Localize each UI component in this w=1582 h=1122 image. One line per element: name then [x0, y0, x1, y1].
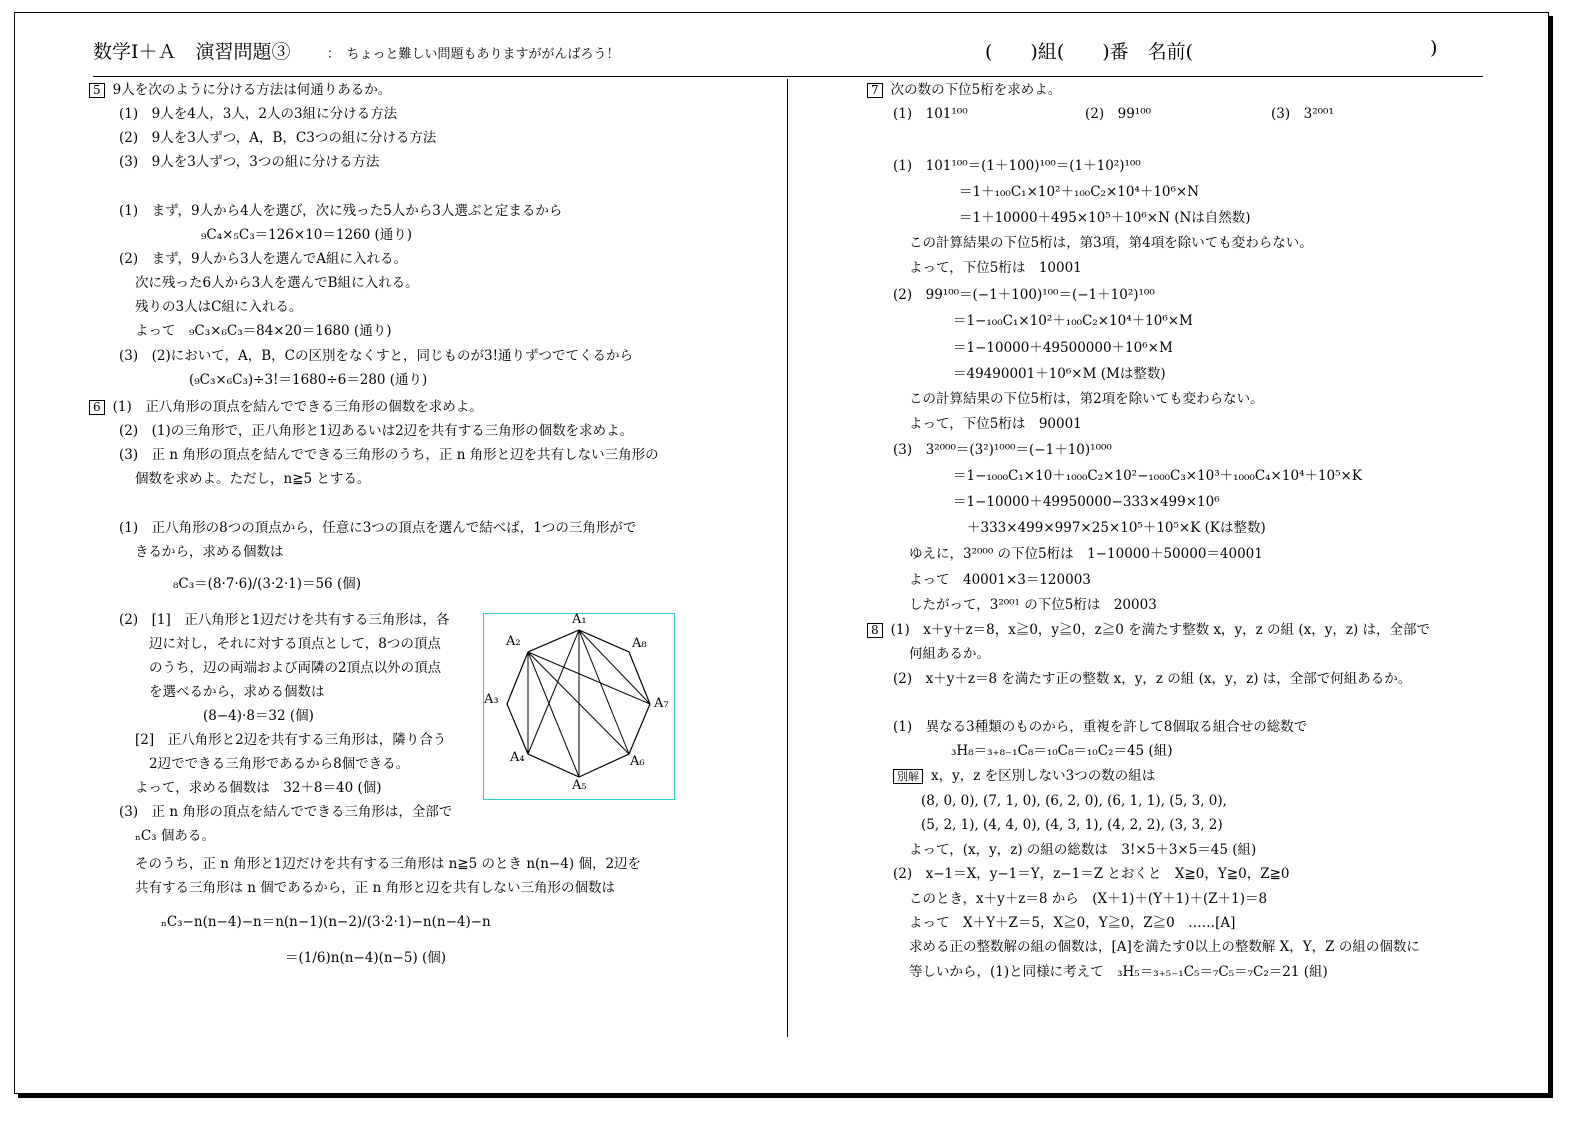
- answer-line: 次に残った6人から3人を選んでB組に入れる。: [135, 275, 419, 291]
- answer-formula: よって ₉C₃×₆C₃＝84×20＝1680 (通り): [135, 323, 392, 339]
- problem-6-q2: (2) (1)の三角形で，正八角形と1辺あるいは2辺を共有する三角形の個数を求めよ。: [119, 423, 634, 439]
- worksheet-page: [14, 12, 1549, 1094]
- answer-line: (2) [1] 正八角形と1辺だけを共有する三角形は，各: [119, 612, 450, 628]
- answer-line: (3) 正 n 角形の頂点を結んでできる三角形は，全部で: [119, 804, 453, 820]
- answer-formula: (1) 101¹⁰⁰＝(1＋100)¹⁰⁰＝(1＋10²)¹⁰⁰: [893, 158, 1141, 174]
- answer-line: よって 40001×3＝120003: [909, 572, 1091, 588]
- problem-7-q3: (3) 3²⁰⁰¹: [1271, 106, 1334, 122]
- answer-line: そのうち，正 n 角形と1辺だけを共有する三角形は n≧5 のとき n(n−4) 個，2辺を: [135, 856, 642, 872]
- answer-line: (2) まず，9人から3人を選んでA組に入れる。: [119, 251, 407, 267]
- problem-8-q1: [867, 621, 1430, 639]
- alt-solution-text: x，y，z を区別しない3つの数の組は: [931, 768, 1156, 784]
- vertex-label-a7: A₇: [654, 696, 669, 711]
- header-divider: [93, 76, 1483, 77]
- answer-formula: ＝1＋₁₀₀C₁×10²＋₁₀₀C₂×10⁴＋10⁶×N: [959, 184, 1200, 200]
- answer-line: 2辺でできる三角形であるから8個できる。: [149, 756, 410, 772]
- answer-line: よって X＋Y＋Z＝5，X≧0，Y≧0，Z≧0 ……[A]: [909, 915, 1236, 931]
- alt-solution-label: 別解: [893, 769, 923, 784]
- answer-line: 求める正の整数解の組の個数は，[A]を満たす0以上の整数解 X，Y，Z の組の個数に: [909, 939, 1420, 955]
- octagon-figure: [483, 613, 675, 800]
- problem-6-q3: (3) 正 n 角形の頂点を結んでできる三角形のうち，正 n 角形と辺を共有しない三角形の: [119, 447, 659, 463]
- problem-6-q3-cont: 個数を求めよ。ただし，n≧5 とする。: [135, 471, 371, 487]
- answer-formula: ＝(1/6)n(n−4)(n−5) (個): [285, 950, 447, 966]
- answer-formula: ＝1−₁₀₀₀C₁×10＋₁₀₀₀C₂×10²−₁₀₀₀C₃×10³＋₁₀₀₀C₄×10⁴＋10⁵×K: [953, 468, 1362, 484]
- answer-line: よって，下位5桁は 10001: [909, 260, 1082, 276]
- answer-line: よって，下位5桁は 90001: [909, 416, 1082, 432]
- column-divider: [787, 79, 788, 1037]
- problem-5-q2: (2) 9人を3人ずつ，A，B，C3つの組に分ける方法: [119, 130, 437, 146]
- answer-line: よって，(x，y，z) の組の総数は 3!×5＋3×5＝45 (組): [909, 842, 1257, 858]
- answer-line: を選べるから，求める個数は: [149, 684, 325, 700]
- answer-line: ₙC₃ 個ある。: [135, 828, 215, 844]
- worksheet-subtitle: ： ちょっと難しい問題もありますががんばろう！: [327, 47, 620, 62]
- answer-formula: (8−4)·8＝32 (個): [203, 708, 314, 724]
- problem-number-box: 5: [89, 83, 105, 98]
- vertex-label-a6: A₆: [630, 754, 645, 769]
- problem-7-q1: (1) 101¹⁰⁰: [893, 106, 968, 122]
- answer-line: (1) まず，9人から4人を選び，次に残った5人から3人選ぶと定まるから: [119, 203, 563, 219]
- answer-line: 等しいから，(1)と同様に考えて ₃H₅＝₃₊₅₋₁C₅＝₇C₅＝₇C₂＝21 (組): [909, 964, 1328, 980]
- vertex-label-a8: A₈: [632, 636, 647, 651]
- answer-line: 残りの3人はC組に入れる。: [135, 299, 303, 315]
- answer-line: ゆえに，3²⁰⁰⁰ の下位5桁は 1−10000＋50000＝40001: [909, 546, 1263, 562]
- problem-number-box: 7: [867, 83, 883, 98]
- answer-formula: ＝1＋10000＋495×10⁵＋10⁶×N (Nは自然数): [959, 210, 1251, 226]
- answer-line: きるから，求める個数は: [135, 544, 284, 560]
- worksheet-title: 数学Ⅰ＋Ａ 演習問題③: [93, 41, 291, 63]
- problem-8-q1-cont: 何組あるか。: [909, 646, 990, 662]
- answer-formula: (2) 99¹⁰⁰＝(−1＋100)¹⁰⁰＝(−1＋10²)¹⁰⁰: [893, 287, 1155, 303]
- class-number-name-field: ( )組( )番 名前(: [985, 41, 1194, 63]
- problem-number-box: 8: [867, 623, 883, 638]
- answer-line: [2] 正八角形と2辺を共有する三角形は，隣り合う: [135, 732, 447, 748]
- answer-formula: ＋333×499×997×25×10⁵＋10⁵×K (Kは整数): [967, 520, 1266, 536]
- problem-5-q1: (1) 9人を4人，3人，2人の3組に分ける方法: [119, 106, 398, 122]
- problem-8-q2: (2) x＋y＋z＝8 を満たす正の整数 x，y，z の組 (x，y，z) は，全部で何組あるか。: [893, 671, 1412, 687]
- vertex-label-a4: A₄: [510, 750, 525, 765]
- answer-line: このとき，x＋y＋z＝8 から (X＋1)＋(Y＋1)＋(Z＋1)＝8: [909, 891, 1268, 907]
- problem-number-box: 6: [89, 400, 105, 415]
- answer-line: (5, 2, 1), (4, 4, 0), (4, 3, 1), (4, 2, 2), (3, 3, 2): [921, 817, 1223, 833]
- answer-formula: ＝1−₁₀₀C₁×10²＋₁₀₀C₂×10⁴＋10⁶×M: [953, 313, 1193, 329]
- problem-7-statement: [867, 81, 1061, 99]
- problem-text: 次の数の下位5桁を求めよ。: [890, 82, 1062, 98]
- answer-formula: ＝1−10000＋49950000−333×499×10⁶: [953, 494, 1220, 510]
- answer-line: (1) 異なる3種類のものから，重複を許して8個取る組合せの総数で: [893, 719, 1308, 735]
- vertex-label-a1: A₁: [572, 612, 587, 627]
- answer-formula: (3) 3²⁰⁰⁰＝(3²)¹⁰⁰⁰＝(−1＋10)¹⁰⁰⁰: [893, 442, 1112, 458]
- answer-formula: ₈C₃＝(8·7·6)/(3·2·1)＝56 (個): [173, 576, 361, 592]
- alternative-solution: [893, 767, 1155, 785]
- problem-7-q2: (2) 99¹⁰⁰: [1085, 106, 1152, 122]
- answer-formula: ＝1−10000＋49500000＋10⁶×M: [953, 340, 1173, 356]
- answer-line: この計算結果の下位5桁は，第2項を除いても変わらない。: [909, 391, 1264, 407]
- answer-formula: ₙC₃−n(n−4)−n＝n(n−1)(n−2)/(3·2·1)−n(n−4)−n: [161, 914, 491, 930]
- answer-formula: よって，求める個数は 32＋8＝40 (個): [135, 780, 382, 796]
- name-field-close: ): [1430, 37, 1438, 59]
- answer-formula: ＝49490001＋10⁶×M (Mは整数): [953, 366, 1166, 382]
- answer-line: 共有する三角形は n 個であるから，正 n 角形と辺を共有しない三角形の個数は: [135, 880, 616, 896]
- problem-5-statement: [89, 81, 391, 99]
- problem-text: (1) 正八角形の頂点を結んでできる三角形の個数を求めよ。: [112, 399, 483, 415]
- problem-text: 9人を次のように分ける方法は何通りあるか。: [112, 82, 392, 98]
- answer-line: (8, 0, 0), (7, 1, 0), (6, 2, 0), (6, 1, 1), (5, 3, 0),: [921, 793, 1227, 809]
- answer-line: (3) (2)において，A，B，Cの区別をなくすと，同じものが3!通りずつでてくるから: [119, 348, 633, 364]
- problem-5-q3: (3) 9人を3人ずつ，3つの組に分ける方法: [119, 154, 380, 170]
- answer-formula: ₉C₄×₅C₃＝126×10＝1260 (通り): [201, 227, 413, 243]
- answer-formula: ₃H₈＝₃₊₈₋₁C₈＝₁₀C₈＝₁₀C₂＝45 (組): [951, 743, 1173, 759]
- vertex-label-a5: A₅: [572, 778, 587, 793]
- answer-line: (1) 正八角形の8つの頂点から，任意に3つの頂点を選んで結べば，1つの三角形がで: [119, 520, 637, 536]
- answer-line: のうち，辺の両端および両隣の2頂点以外の頂点: [149, 660, 442, 676]
- answer-line: したがって，3²⁰⁰¹ の下位5桁は 20003: [909, 597, 1157, 613]
- worksheet-header: [15, 13, 1548, 75]
- answer-formula: (2) x−1＝X，y−1＝Y，z−1＝Z とおくと X≧0，Y≧0，Z≧0: [893, 866, 1290, 882]
- answer-line: 辺に対し，それに対する頂点として，8つの頂点: [149, 636, 441, 652]
- answer-formula: (₉C₃×₆C₃)÷3!＝1680÷6＝280 (通り): [189, 372, 428, 388]
- vertex-label-a2: A₂: [506, 634, 521, 649]
- vertex-label-a3: A₃: [484, 692, 499, 707]
- answer-line: この計算結果の下位5桁は，第3項，第4項を除いても変わらない。: [909, 235, 1313, 251]
- problem-text: (1) x＋y＋z＝8，x≧0，y≧0，z≧0 を満たす整数 x，y，z の組 (x，y，z) は，全部で: [890, 622, 1431, 638]
- problem-6-q1: [89, 398, 483, 416]
